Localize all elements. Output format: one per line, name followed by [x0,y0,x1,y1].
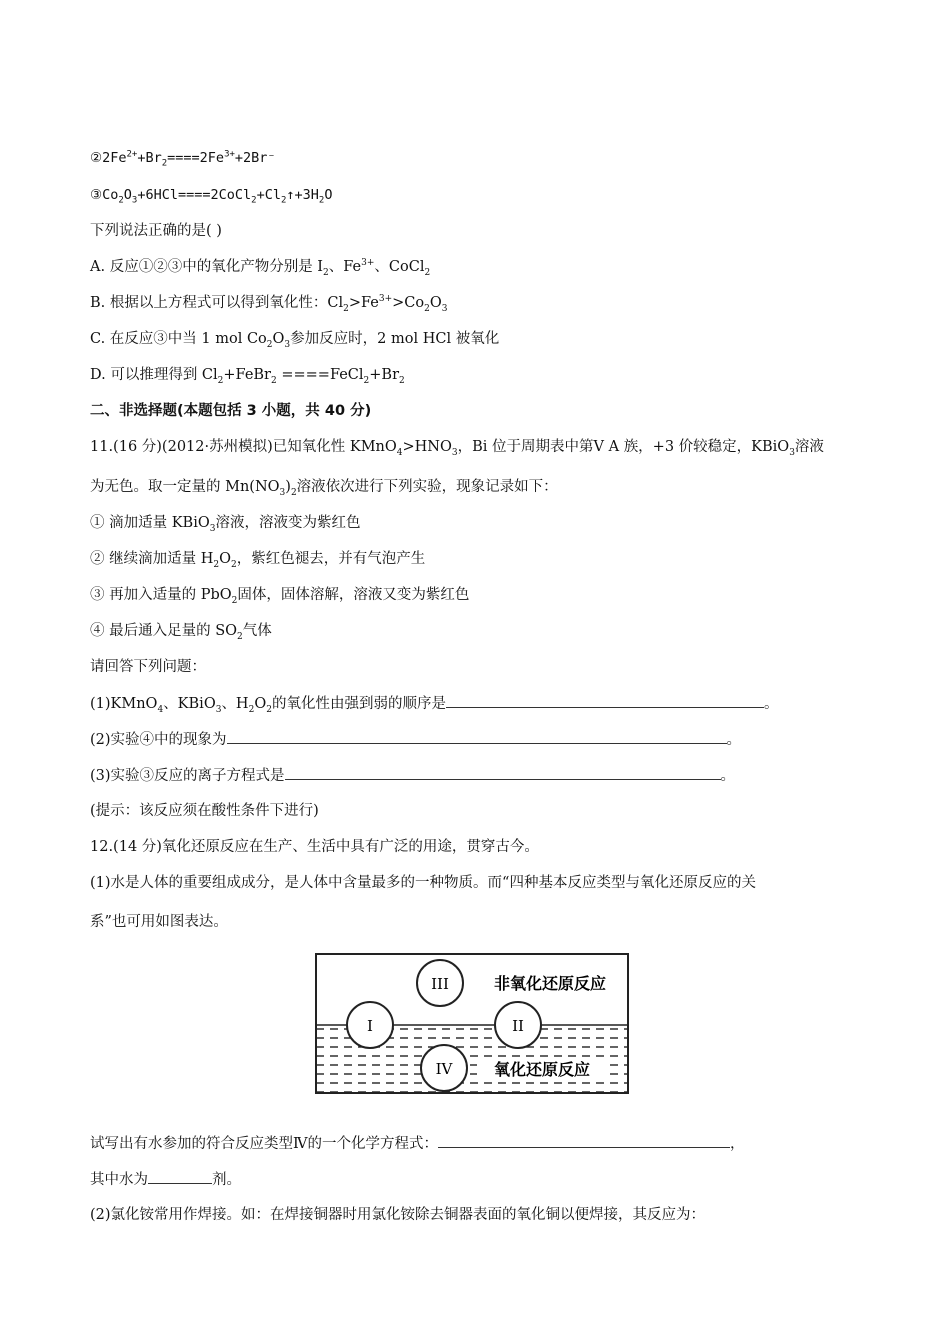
write-equation: 试写出有水参加的符合反应类型Ⅳ的一个化学方程式： ， [90,1133,890,1154]
label-non-redox: 非氧化还原反应 [493,974,607,993]
reaction-2: $②2Fe^{2+}+Br_2====2Fe^{3+}+2Br^-$ [90,149,276,169]
experiment-1: ① 滴加适量 KBiO$_3$溶液，溶液变为紫红色 [90,515,361,534]
option-c: C. 在反应③中当 1 mol $Co_2O_3$参加反应时，2 mol HCl 被氧化 [90,331,500,350]
question-12: 12.(14 分)氧化还原反应在生产、生活中具有广泛的用途，贯穿古今。 [90,839,539,855]
experiment-4: ④ 最后通入足量的 $SO_2$气体 [90,623,272,642]
answer-blank-2[interactable] [227,729,727,744]
please-answer: 请回答下列问题： [90,659,206,675]
question-12-1-line-1: (1)水是人体的重要组成成分，是人体中含量最多的一种物质。而“四种基本反应类型与氧化还原反应的关 [90,875,756,891]
answer-blank-3[interactable] [285,765,721,780]
question-12-2: (2)氯化铵常用作焊接。如：在焊接铜器时用氯化铵除去铜器表面的氧化铜以便焊接，其反应为： [90,1207,706,1223]
hint-text: (提示：该反应须在酸性条件下进行) [90,803,319,819]
circle-iii-label: III [431,975,449,993]
reaction-type-diagram [315,953,629,1094]
option-b: B. 根据以上方程式可以得到氧化性：$Cl_2>Fe^{3+}>Co_2O_3$ [90,294,448,314]
section-heading: 二、非选择题(本题包括 3 小题，共 40 分) [90,403,372,419]
reaction-3: $③Co_2O_3+6HCl====2CoCl_2+Cl_2↑+3H_2O$ [90,187,333,206]
experiment-2: ② 继续滴加适量 $H_2O_2$，紫红色褪去，并有气泡产生 [90,551,426,570]
option-a: A. 反应①②③中的氧化产物分别是 $I_2$、$Fe^{3+}$、CoCl$_2$ [90,258,431,278]
water-role: 其中水为 剂。 [90,1169,890,1190]
option-d: D. 可以推理得到 $Cl_2+FeBr_2$ $====FeCl_2+Br_2$ [90,367,405,386]
answer-blank-equation[interactable] [438,1133,730,1148]
experiment-3: ③ 再加入适量的 PbO$_2$固体，固体溶解，溶液又变为紫红色 [90,587,470,606]
sub-question-3: (3)实验③反应的离子方程式是 。 [90,765,890,786]
circle-iv-label: IV [435,1060,453,1078]
question-11-line-2: 为无色。取一定量的 $Mn(NO_3)_2$溶液依次进行下列实验，现象记录如下： [90,479,558,498]
question-12-1-line-2: 系”也可用如图表达。 [90,914,228,930]
circle-i-label: I [367,1017,373,1035]
sub-question-2: (2)实验④中的现象为 。 [90,729,890,750]
question-11-line-1: 11.(16 分)(2012·苏州模拟)已知氧化性 $KMnO_4>HNO_3$，Bi 位于周期表中第Ⅴ A 族，+3 价较稳定，KBiO$_3$溶液 [90,439,824,458]
sub-question-1: (1)KMnO$_4$、KBiO$_3$、$H_2O_2$的氧化性由强到弱的顺序是 。 [90,693,890,714]
question-10-stem: 下列说法正确的是( ) [90,223,222,239]
circle-ii-label: II [512,1017,524,1035]
label-redox: 氧化还原反应 [493,1060,591,1079]
answer-blank-water[interactable] [148,1169,212,1184]
answer-blank-1[interactable] [446,693,764,708]
